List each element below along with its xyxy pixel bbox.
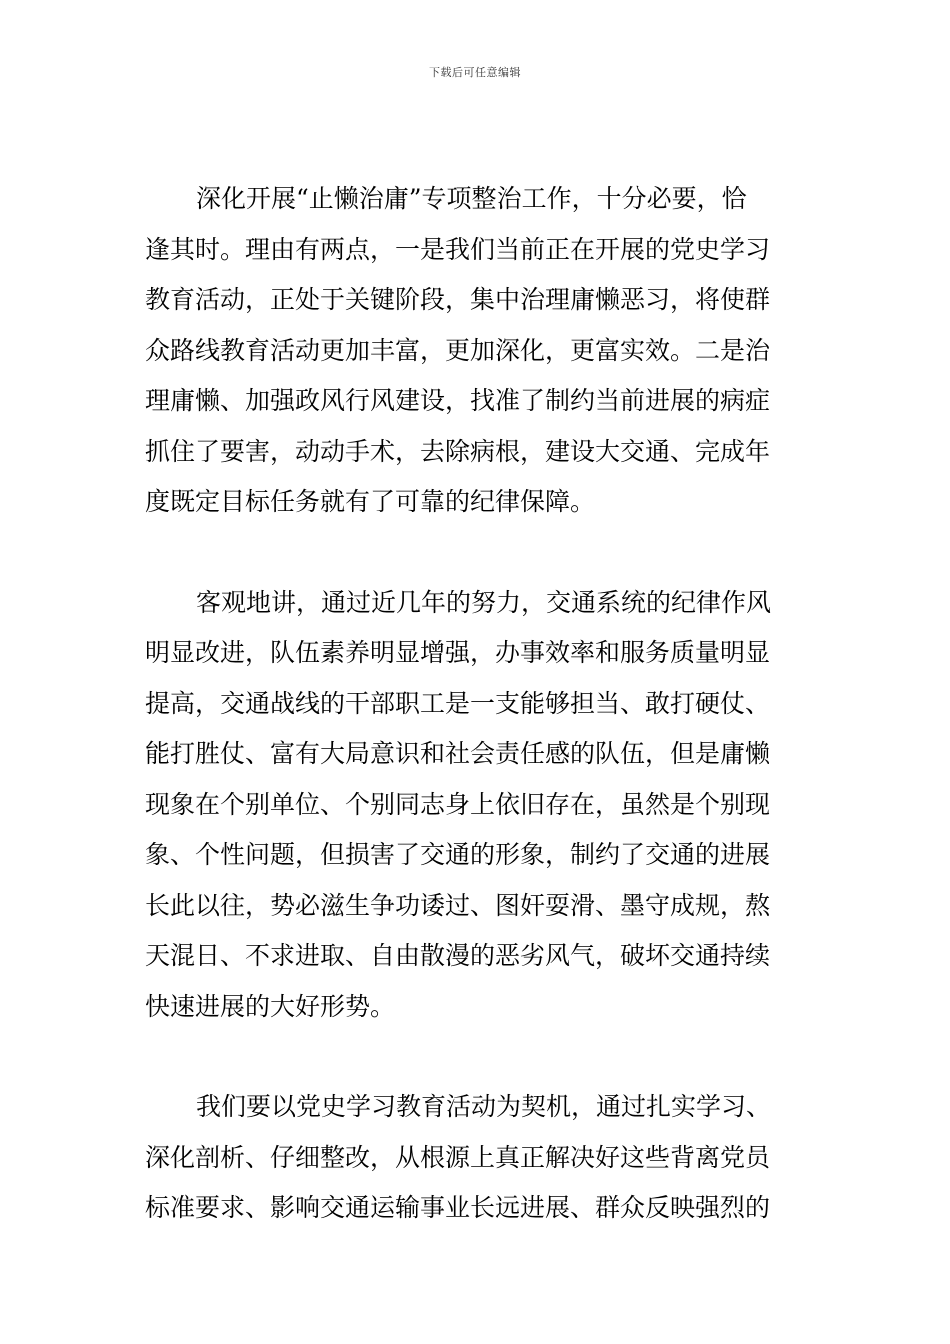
text-line: 理庸懒、加强政风行风建设，找准了制约当前进展的病症 (145, 386, 771, 415)
text-line: 提高，交通战线的干部职工是一支能够担当、敢打硬仗、 (145, 688, 771, 718)
text-line: 深化开展“止懒治庸”专项整治工作，十分必要，恰 (196, 184, 747, 213)
text-line: 明显改进，队伍素养明显增强，办事效率和服务质量明显 (145, 638, 771, 667)
text-line: 现象在个别单位、个别同志身上依旧存在，虽然是个别现 (145, 789, 771, 819)
document-body (145, 174, 810, 1234)
text-line: 众路线教育活动更加丰富，更加深化，更富实效。二是治 (145, 335, 771, 365)
text-line: 逢其时。理由有两点，一是我们当前正在开展的党史学习 (145, 234, 771, 264)
text-line: 能打胜仗、富有大局意识和社会责任感的队伍，但是庸懒 (145, 739, 771, 768)
text-line: 度既定目标任务就有了可靠的纪律保障。 (145, 487, 596, 516)
text-line: 长此以往，势必滋生争功诿过、图奸耍滑、墨守成规，熬 (145, 890, 771, 920)
text-line: 标准要求、影响交通运输事业长远进展、群众反映强烈的 (145, 1193, 771, 1222)
text-line: 天混日、不求进取、自由散漫的恶劣风气，破坏交通持续 (145, 941, 771, 970)
text-line: 抓住了要害，动动手术，去除病根，建设大交通、完成年 (145, 436, 771, 466)
text-line: 深化剖析、仔细整改，从根源上真正解决好这些背离党员 (145, 1142, 771, 1172)
text-line: 客观地讲，通过近几年的努力，交通系统的纪律作风 (196, 587, 772, 617)
text-line: 教育活动，正处于关键阶段，集中治理庸懒恶习，将使群 (145, 285, 771, 314)
paragraph-spacer (145, 528, 810, 578)
text-line: 象、个性问题，但损害了交通的形象，制约了交通的进展 (145, 840, 771, 869)
paragraph-1 (145, 174, 810, 528)
text-line: 快速进展的大好形势。 (145, 991, 396, 1021)
paragraph-spacer (145, 1032, 810, 1082)
page-header: 下载后可任意编辑 (429, 66, 521, 79)
paragraph-2 (145, 578, 810, 1033)
text-line: 我们要以党史学习教育活动为契机，通过扎实学习、 (196, 1092, 772, 1121)
paragraph-3 (145, 1082, 810, 1234)
